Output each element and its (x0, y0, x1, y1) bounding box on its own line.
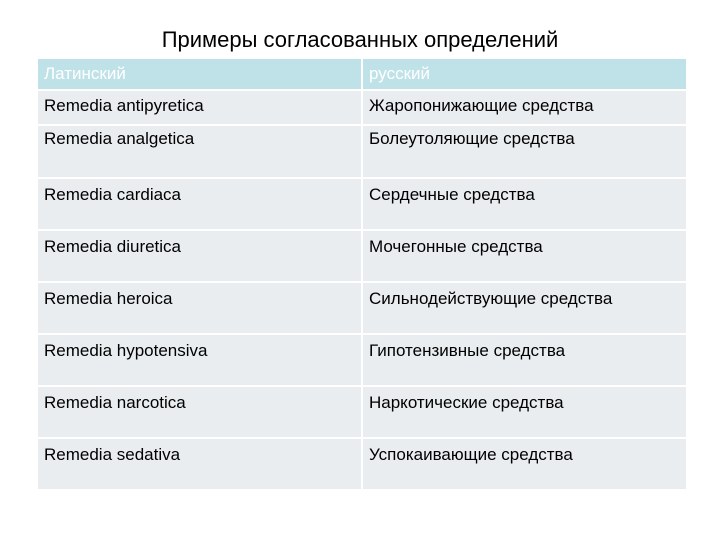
latin-cell: Remedia analgetica (37, 125, 362, 178)
header-latin: Латинский (37, 59, 362, 90)
table-row (37, 282, 687, 334)
definitions-table (36, 59, 688, 491)
header-russian: русский (362, 59, 687, 90)
latin-cell: Remedia cardiaca (37, 178, 362, 230)
table-row (37, 125, 687, 178)
table-row (37, 90, 687, 125)
russian-cell: Болеутоляющие средства (362, 125, 687, 178)
latin-cell: Remedia diuretica (37, 230, 362, 282)
russian-cell: Успокаивающие средства (362, 438, 687, 490)
slide-title: Примеры согласованных определений (161, 27, 559, 52)
russian-cell: Жаропонижающие средства (362, 90, 687, 125)
latin-cell: Remedia narcotica (37, 386, 362, 438)
russian-cell: Гипотензивные средства (362, 334, 687, 386)
russian-cell: Наркотические средства (362, 386, 687, 438)
table-header-row (37, 59, 687, 90)
latin-cell: Remedia sedativa (37, 438, 362, 490)
table-row (37, 178, 687, 230)
latin-cell: Remedia hypotensiva (37, 334, 362, 386)
latin-cell: Remedia antipyretica (37, 90, 362, 125)
table-row (37, 334, 687, 386)
table-row (37, 230, 687, 282)
russian-cell: Сильнодействующие средства (362, 282, 687, 334)
russian-cell: Сердечные средства (362, 178, 687, 230)
table-row (37, 386, 687, 438)
russian-cell: Мочегонные средства (362, 230, 687, 282)
table-row (37, 438, 687, 490)
latin-cell: Remedia heroica (37, 282, 362, 334)
